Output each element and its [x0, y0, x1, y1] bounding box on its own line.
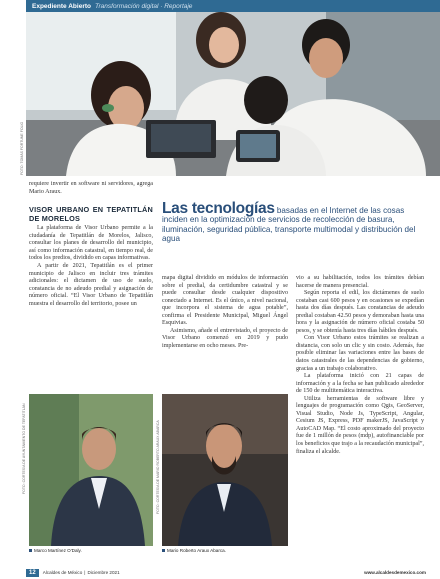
- col3-paragraph: Con Visor Urbano estos trámites se realizan a distancia, con solo un clic y sin costo. Además, fue posible eliminar las variaciones entre las bases de datos catastrales de las dependencias de gobierno, gracias a un trabajo colaborativo.: [296, 335, 424, 372]
- col3-paragraph: La plataforma inició con 21 capas de información y a la fecha se han publicado alrededor de 150 de multitemática interactiva.: [296, 373, 424, 395]
- photo-credit-top: FOTO: TOMÁS FORTUNE FOLIO: [20, 121, 24, 175]
- page-number: 12: [26, 569, 39, 577]
- caption-2: [162, 548, 226, 553]
- col2-paragraph: mapa digital dividido en módulos de información sobre el predial, da certidumbre catastral y se puede consultar desde cualquier dispositivo conectado a Internet. Es el único, a nivel nacional, que incorpora el sistema de agua potable”, confirma el Presidente Municipal, Miguel Ángel Esquivias.: [162, 275, 288, 327]
- page-footer: [26, 566, 440, 579]
- caption-bullet-icon: [29, 549, 32, 552]
- photo-credit-2: FOTO: CORTESÍA DE MARIO ROBERTO ARAUX ABARCA: [156, 420, 160, 514]
- section-header-bar: [26, 0, 440, 12]
- portrait-mario-illustration: [162, 394, 288, 546]
- caption-2-text: Mario Roberto Araux Abarca.: [167, 548, 226, 553]
- photo-credit-1: FOTO: CORTESÍA DE AYUNTAMIENTO DE TEPATITLÁN: [22, 403, 26, 494]
- portrait-marco-illustration: [29, 394, 153, 546]
- column-1: [29, 181, 153, 308]
- students-at-computers-illustration: [26, 0, 440, 176]
- lead-quote: [162, 200, 424, 243]
- portrait-mario: [162, 394, 288, 546]
- col3-paragraph: Según reporta el edil, los dictámenes de suelo costaban casi 600 pesos y en ocasiones se expedían hasta dos días después. Las constancias de adeudo predial costaban 42.50 pesos y demoraban hasta una hora y la asignación de número oficial costaba 50 pesos, y se obtenía hasta tres días hábiles después.: [296, 290, 424, 334]
- column-2: [162, 275, 288, 350]
- topic-label: Transformación digital · Reportaje: [95, 2, 193, 10]
- caption-1-text: Marco Martínez O'Daly.: [34, 548, 82, 553]
- col2-paragraph: Asimismo, añade el entrevistado, el proyecto de Visor Urbano comenzó en 2019 y pudo implementarse en ocho meses. Pre-: [162, 327, 288, 349]
- col3-paragraph: Utiliza herramientas de software libre y lenguajes de programación como Qgis, GeoServer, Visual Studio, Node Js, TypeScript, Angular, Cesium JS, Express, PDF makerJS, JavaScript y AutoCAD Map. “El costo aproximado del proyecto fue de 1 millón de pesos (mdp), autofinanciable por los beneficios que trajo a la recaudación municipal”, finaliza el alcalde.: [296, 395, 424, 455]
- col1-paragraph: La plataforma de Visor Urbano permite a la ciudadanía de Tepatitlán de Morelos, Jalisco, consultar los planes de desarrollo del municipio, así como información catastral, en tiempo real, de todos los predios, dividido en capas informativas.: [29, 225, 153, 262]
- section-label: Expediente Abierto: [32, 2, 91, 10]
- caption-bullet-icon: [162, 549, 165, 552]
- lead-highlight: Las tecnologías: [162, 200, 275, 217]
- footer-separator: |: [84, 570, 86, 575]
- col3-paragraph: vio a su habilitación, todos los trámites debían hacerse de manera presencial.: [296, 275, 424, 289]
- col1-paragraph: A partir de 2021, Tepatitlán es el primer municipio de Jalisco en incluir tres trámites adicionales: el dictamen de uso de suelo, constancia de no adeudo predial y asignación de número oficial. “El Visor Urbano de Tepatitlán muestra el desarrollo del territorio, posee un: [29, 263, 153, 307]
- col1-intro: requiere invertir en software ni servidores, agrega Mario Araux.: [29, 181, 153, 195]
- top-photo: [26, 0, 440, 176]
- issue-date: Diciembre 2021: [87, 570, 120, 575]
- column-3: [296, 275, 424, 456]
- portrait-marco: [29, 394, 153, 546]
- website-url: www.alcaldesdemexico.com: [364, 570, 426, 575]
- lead-text: basadas en el Internet de las cosas inciden en la optimización de servicios de recolección de basura, iluminación, seguridad pública, transporte multimodal y distribución del agua: [162, 206, 416, 243]
- magazine-name: Alcaldes de México: [42, 570, 83, 575]
- caption-1: [29, 548, 82, 553]
- col1-subhead: VISOR URBANO EN TEPATITLÁN DE MORELOS: [29, 205, 153, 223]
